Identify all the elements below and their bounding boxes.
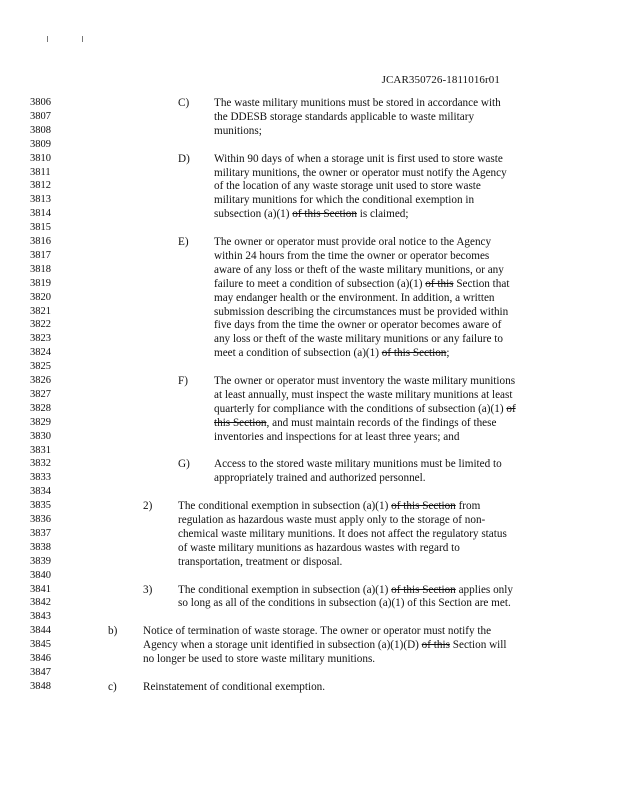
text-segment: Section will — [449, 639, 507, 651]
text-segment: The owner or operator must inventory the waste military munitions — [214, 375, 516, 387]
text-segment: appropriately trained and authorized personnel. — [214, 472, 426, 484]
text-segment: ; — [446, 347, 450, 359]
line-number: 3833 — [30, 472, 51, 483]
text-segment: The waste military munitions must be stored in accordance with — [214, 97, 501, 109]
text-segment: chemical waste military munitions. It does not affect the regulatory status — [178, 528, 507, 540]
line-number: 3816 — [30, 236, 51, 247]
text-segment: military munitions, the owner or operator must notify the Agency — [214, 167, 507, 179]
line-number: 3837 — [30, 528, 51, 539]
text-line — [178, 528, 507, 540]
line-number: 3822 — [30, 319, 51, 330]
text-segment: of the location of any waste storage unit used to store waste — [214, 180, 481, 192]
line-number: 3810 — [30, 153, 51, 164]
text-segment: subsection (a)(1) — [214, 208, 293, 220]
text-line — [214, 125, 262, 137]
text-line — [214, 319, 501, 331]
text-line — [214, 292, 495, 304]
text-segment: submission describing the circumstances must be provided within — [214, 306, 509, 318]
text-line — [214, 333, 503, 345]
line-number: 3821 — [30, 306, 51, 317]
text-line — [214, 250, 489, 262]
line-number: 3814 — [30, 208, 51, 219]
text-line — [214, 472, 426, 484]
text-segment: is claimed; — [356, 208, 409, 220]
struck-text: of this Section — [381, 347, 447, 359]
line-number: 3826 — [30, 375, 51, 386]
text-segment: from — [455, 500, 481, 512]
text-line — [178, 500, 480, 512]
line-number: 3811 — [30, 167, 51, 178]
text-segment: The conditional exemption in subsection (a)(1) — [178, 584, 392, 596]
line-number: 3840 — [30, 570, 51, 581]
text-line — [214, 431, 459, 443]
text-line — [214, 375, 515, 387]
item-label: C) — [178, 97, 190, 109]
line-number: 3832 — [30, 458, 51, 469]
text-segment: no longer be used to store waste military munitions. — [143, 653, 376, 665]
text-line — [143, 625, 491, 637]
text-segment: applies only — [455, 584, 513, 596]
text-segment: The owner or operator must provide oral notice to the Agency — [214, 236, 492, 248]
struck-text: of this Section — [391, 584, 456, 596]
text-line — [214, 278, 509, 290]
text-segment: any loss or theft of the waste military munitions or any failure to — [214, 333, 503, 345]
text-line — [178, 584, 513, 596]
text-segment: Reinstatement of conditional exemption. — [143, 681, 326, 693]
text-line — [214, 111, 474, 123]
line-number: 3828 — [30, 403, 51, 414]
text-line — [214, 167, 507, 179]
text-segment: munitions; — [214, 125, 262, 137]
item-label: G) — [178, 458, 190, 470]
item-label: 3) — [143, 584, 153, 596]
line-number: 3827 — [30, 389, 51, 400]
struck-text: of this — [421, 639, 450, 651]
document-id: JCAR350726-1811016r01 — [381, 74, 500, 86]
line-number: 3848 — [30, 681, 51, 692]
line-number: 3825 — [30, 361, 51, 372]
line-number: 3844 — [30, 625, 51, 636]
text-line — [214, 180, 481, 192]
text-segment: the DDESB storage standards applicable to waste military — [214, 111, 475, 123]
line-number: 3842 — [30, 597, 51, 608]
line-number: 3839 — [30, 556, 51, 567]
text-line — [214, 153, 503, 165]
line-number: 3807 — [30, 111, 51, 122]
text-segment: meet a condition of subsection (a)(1) — [214, 347, 382, 359]
text-segment: The conditional exemption in subsection (a)(1) — [178, 500, 392, 512]
text-line — [143, 653, 375, 665]
text-segment: , and must maintain records of the findings of these — [266, 417, 497, 429]
item-label: F) — [178, 375, 188, 387]
item-label: c) — [108, 681, 117, 693]
text-line — [214, 264, 504, 276]
text-line — [214, 208, 409, 220]
line-number: 3830 — [30, 431, 51, 442]
text-line — [214, 97, 501, 109]
text-line — [178, 542, 460, 554]
text-line — [214, 194, 474, 206]
text-segment: of waste military munitions as hazardous wastes with regard to — [178, 542, 460, 554]
line-number: 3812 — [30, 180, 51, 191]
text-segment: military munitions for which the conditional exemption in — [214, 194, 475, 206]
line-number: 3841 — [30, 584, 51, 595]
line-number: 3808 — [30, 125, 51, 136]
line-number: 3818 — [30, 264, 51, 275]
struck-text: this Section — [214, 417, 267, 429]
text-segment: Access to the stored waste military munitions must be limited to — [214, 458, 502, 470]
item-label: 2) — [143, 500, 153, 512]
struck-text: of this Section — [292, 208, 357, 220]
line-number: 3836 — [30, 514, 51, 525]
text-line — [143, 681, 325, 693]
line-number: 3815 — [30, 222, 51, 233]
text-line — [214, 389, 512, 401]
item-label: b) — [108, 625, 118, 637]
line-number: 3809 — [30, 139, 51, 150]
item-label: D) — [178, 153, 190, 165]
text-line — [214, 417, 496, 429]
text-segment: aware of any loss or theft of the waste military munitions, or any — [214, 264, 504, 276]
text-segment: Section that — [453, 278, 510, 290]
line-number: 3834 — [30, 486, 51, 497]
struck-text: of this — [425, 278, 454, 290]
line-number: 3824 — [30, 347, 51, 358]
text-segment: transportation, treatment or disposal. — [178, 556, 343, 568]
line-number: 3819 — [30, 278, 51, 289]
text-segment: Agency when a storage unit identified in subsection (a)(1)(D) — [143, 639, 422, 651]
item-label: E) — [178, 236, 189, 248]
text-line — [214, 347, 450, 359]
text-segment: so long as all of the conditions in subsection (a)(1) of this Section are met. — [178, 597, 511, 609]
line-number: 3817 — [30, 250, 51, 261]
text-line — [214, 458, 502, 470]
line-number: 3806 — [30, 97, 51, 108]
text-segment: at least annually, must inspect the waste military munitions at least — [214, 389, 513, 401]
line-number: 3845 — [30, 639, 51, 650]
line-number: 3820 — [30, 292, 51, 303]
text-segment: may endanger health or the environment. In addition, a written — [214, 292, 495, 304]
text-segment: quarterly for compliance with the conditions of subsection (a)(1) — [214, 403, 507, 415]
scan-mark — [47, 36, 48, 42]
text-line — [143, 639, 507, 651]
text-line — [214, 236, 491, 248]
text-line — [178, 556, 342, 568]
line-number: 3831 — [30, 445, 51, 456]
text-segment: regulation as hazardous waste must apply only to the storage of non- — [178, 514, 486, 526]
text-segment: five days from the time the owner or operator becomes aware of — [214, 319, 502, 331]
scan-mark — [82, 36, 83, 42]
line-number: 3829 — [30, 417, 51, 428]
line-number: 3838 — [30, 542, 51, 553]
line-number: 3846 — [30, 653, 51, 664]
text-line — [214, 306, 508, 318]
struck-text: of this Section — [391, 500, 456, 512]
text-line — [214, 403, 516, 415]
text-segment: within 24 hours from the time the owner or operator becomes — [214, 250, 490, 262]
line-number: 3847 — [30, 667, 51, 678]
text-line — [178, 514, 485, 526]
text-segment: Notice of termination of waste storage. The owner or operator must notify the — [143, 625, 492, 637]
struck-text: of — [506, 403, 516, 415]
line-number: 3823 — [30, 333, 51, 344]
text-segment: inventories and inspections for at least three years; and — [214, 431, 460, 443]
line-number: 3813 — [30, 194, 51, 205]
text-segment: failure to meet a condition of subsection (a)(1) — [214, 278, 426, 290]
text-segment: Within 90 days of when a storage unit is first used to store waste — [214, 153, 503, 165]
line-number: 3843 — [30, 611, 51, 622]
line-number: 3835 — [30, 500, 51, 511]
text-line — [178, 597, 511, 609]
